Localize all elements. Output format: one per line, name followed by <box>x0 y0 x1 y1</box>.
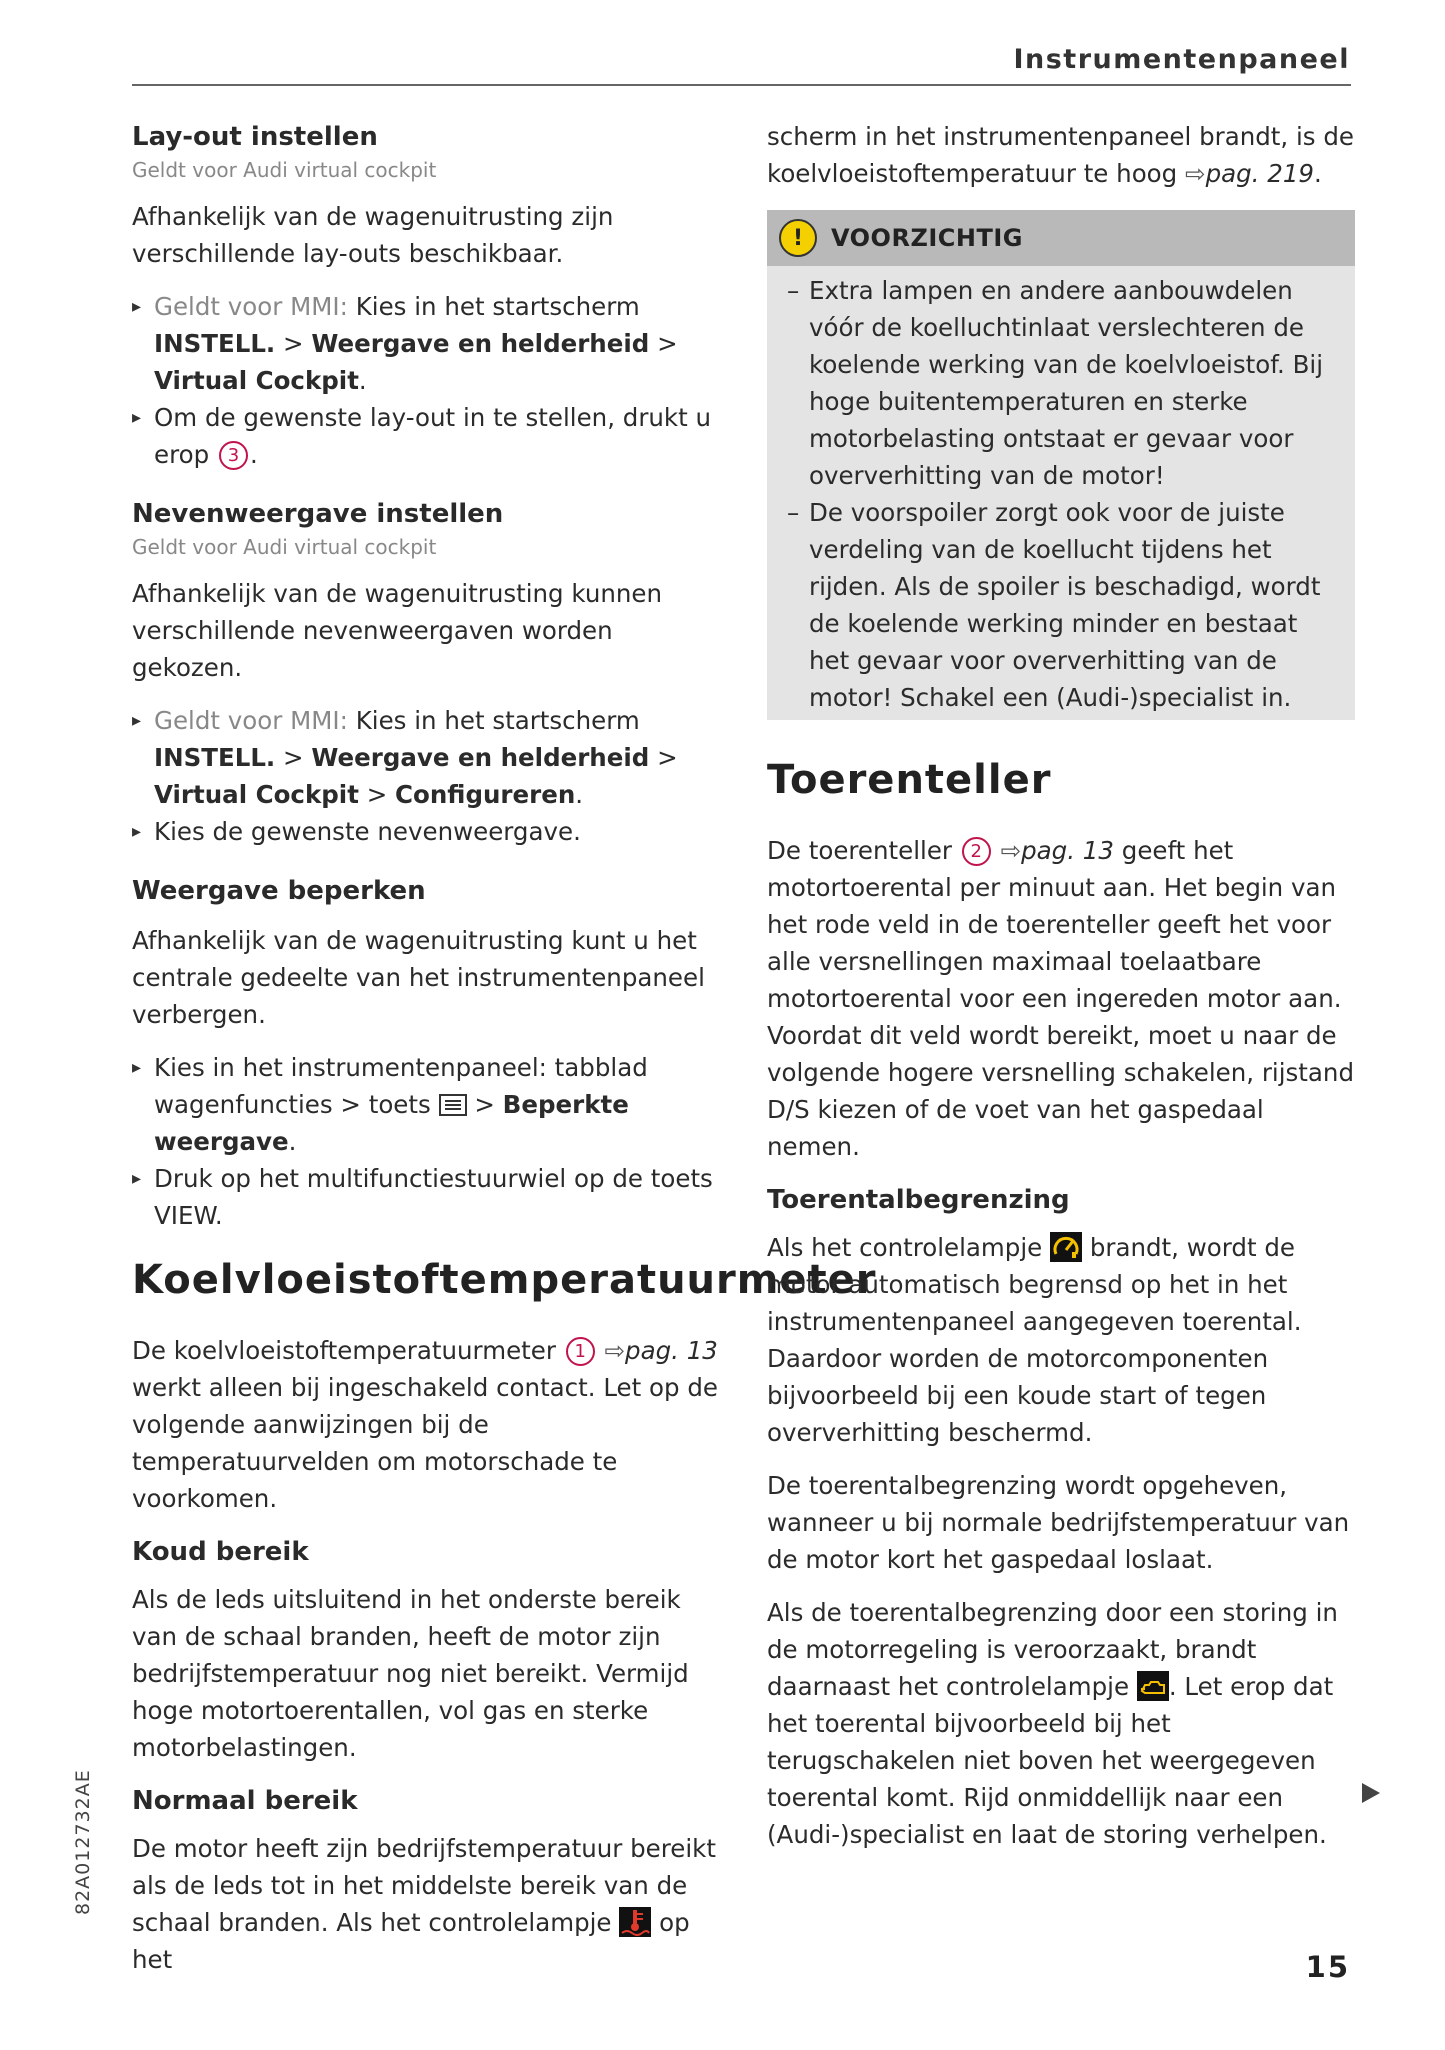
layout-steps <box>132 288 720 473</box>
continuation-end: . <box>1314 159 1322 188</box>
step-text: Kies in het startscherm <box>355 706 640 735</box>
layout-heading: Lay-out instellen <box>132 122 378 152</box>
toerental-begrenzing-heading: Toerentalbegrenzing <box>767 1185 1070 1215</box>
step-end: . <box>288 1127 297 1156</box>
step-text: Om de gewenste lay-out in te stellen, drukt u erop <box>154 403 712 469</box>
begrenzing-p1 <box>767 1229 1355 1451</box>
beperken-step-1 <box>132 1049 720 1160</box>
caution-header <box>767 210 1355 266</box>
step-end: . <box>358 366 367 395</box>
toeren-intro-a: De toerenteller <box>767 836 952 865</box>
koud-text: Als de leds uitsluitend in het onderste bereik van de schaal branden, heeft de motor zijn bedrijfstemperatuur nog niet bereikt. Vermijd hoge motortoerentallen, vol gas en sterke motorbelastingen. <box>132 1585 689 1762</box>
koud-heading: Koud bereik <box>132 1537 309 1567</box>
page-ref[interactable]: pag. 13 <box>1021 836 1114 865</box>
caution-label: VOORZICHTIG <box>831 224 1023 252</box>
toeren-heading: Toerenteller <box>767 757 1052 803</box>
neven-applies: Geldt voor Audi virtual cockpit <box>132 535 437 559</box>
normaal-text <box>132 1830 720 1978</box>
menu-sep: > <box>283 743 304 772</box>
layout-applies: Geldt voor Audi virtual cockpit <box>132 158 437 182</box>
menu-instell: INSTELL. <box>154 329 276 358</box>
neven-heading: Nevenweergave instellen <box>132 499 504 529</box>
step-end: . <box>249 440 258 469</box>
page-ref[interactable]: pag. 13 <box>625 1336 718 1365</box>
menu-weergave: Weergave en helderheid <box>311 743 650 772</box>
menu-virtual-cockpit: Virtual Cockpit <box>154 366 359 395</box>
page-header-title: Instrumentenpaneel <box>1013 44 1350 75</box>
page-ref-arrow: ⇨ <box>1000 836 1022 865</box>
toeren-intro-b: geeft het motortoerental per minuut aan. Het begin van het rode veld in de toerenteller geeft het voor alle versnellingen maximaal toelaatbare motortoerental voor een ingereden motor aan. Voordat dit veld wordt bereikt, moet u naar de volgende hogere versnelling schakelen, rijstand D/S kiezen of de voet van het gaspedaal nemen. <box>767 836 1354 1161</box>
beperken-heading: Weergave beperken <box>132 876 426 906</box>
caution-item-2: – De voorspoiler zorgt ook voor de juiste verdeling van de koellucht tijdens het rijden. Als de spoiler is beschadigd, wordt de koelende werking minder en bestaat het gevaar voor oververhitting van de motor! Schakel een (Audi-)specialist in. <box>787 494 1341 716</box>
page-ref-arrow: ⇨ <box>1185 159 1206 188</box>
document-code: 82A012732AE <box>72 1769 94 1915</box>
step-text: Kies in het startscherm <box>355 292 640 321</box>
mmi-prefix: Geldt voor MMI: <box>154 706 348 735</box>
begrenzing-p1-b: brandt, wordt de motor automatisch begrensd op het in het instrumentenpaneel aangegeven toerental. Daardoor worden de motorcomponenten bijvoorbeeld bij een koude start of tegen oververhitting beschermd. <box>767 1233 1302 1447</box>
menu-sep: > <box>283 329 304 358</box>
page-ref-arrow: ⇨ <box>604 1336 626 1365</box>
caution-item-1: – Extra lampen en andere aanbouwdelen vóór de koelluchtinlaat verslechteren de koelende werking van de koelvloeistof. Bij hoge buitentemperaturen en sterke motorbelasting ontstaat er gevaar voor oververhitting van de motor! <box>787 272 1341 494</box>
neven-step-1 <box>132 702 720 813</box>
menu-sep: > <box>657 743 678 772</box>
continue-arrow-icon <box>1362 1783 1380 1803</box>
menu-sep: > <box>366 780 388 809</box>
layout-intro: Afhankelijk van de wagenuitrusting zijn verschillende lay-outs beschikbaar. <box>132 202 614 268</box>
list-menu-icon <box>439 1094 467 1116</box>
koel-intro-text: De koelvloeistoftemperatuurmeter <box>132 1336 556 1365</box>
coolant-temperature-warning-icon <box>619 1907 651 1937</box>
engine-control-warning-icon <box>1137 1671 1169 1701</box>
step-text: Kies in het instrumentenpaneel: tabblad wagenfuncties > toets <box>154 1053 648 1119</box>
menu-sep: > <box>657 329 678 358</box>
mmi-prefix: Geldt voor MMI: <box>154 292 348 321</box>
continuation-text: scherm in het instrumentenpaneel brandt, is de koelvloeistoftemperatuur te hoog <box>767 122 1354 188</box>
caution-box <box>767 210 1355 720</box>
page-ref[interactable]: pag. 219 <box>1205 159 1315 188</box>
layout-step-1 <box>132 288 720 399</box>
neven-intro: Afhankelijk van de wagenuitrusting kunnen verschillende nevenweergaven worden gekozen. <box>132 579 663 682</box>
begrenzing-p3 <box>767 1594 1355 1853</box>
step-end: . <box>575 780 584 809</box>
normaal-text-b: op het <box>132 1908 690 1974</box>
koel-intro <box>132 1332 720 1517</box>
header-rule <box>132 84 1351 86</box>
toeren-intro <box>767 832 1355 1165</box>
begrenzing-p3-b: . Let erop dat het toerental bijvoorbeeld bij het terugschakelen niet boven het weergegeven toerental komt. Rijd onmiddellijk naar een (Audi-)specialist en laat de storing verhelpen. <box>767 1672 1334 1849</box>
koel-intro-text-2: werkt alleen bij ingeschakeld contact. Let op de volgende aanwijzingen bij de temperatuurvelden om motorschade te voorkomen. <box>132 1373 718 1513</box>
neven-step-2: ▸ Kies de gewenste nevenweergave. <box>132 813 720 850</box>
callout-1: 1 <box>566 1337 595 1366</box>
koel-continuation <box>767 118 1355 192</box>
begrenzing-p2: De toerentalbegrenzing wordt opgeheven, wanneer u bij normale bedrijfstemperatuur van de motor kort het gaspedaal loslaat. <box>767 1471 1350 1574</box>
rpm-limit-indicator-icon <box>1050 1232 1082 1262</box>
callout-2: 2 <box>962 837 991 866</box>
menu-virtual-cockpit: Virtual Cockpit <box>154 780 359 809</box>
beperken-steps <box>132 1049 720 1234</box>
normaal-text-a: De motor heeft zijn bedrijfstemperatuur bereikt als de leds tot in het middelste bereik van de schaal branden. Als het controlelampje <box>132 1834 716 1937</box>
callout-3: 3 <box>219 441 248 470</box>
right-column <box>767 118 1355 1869</box>
page-number: 15 <box>1305 1950 1350 1984</box>
caution-body <box>767 266 1355 720</box>
menu-sep: > <box>474 1090 495 1119</box>
begrenzing-p1-a: Als het controlelampje <box>767 1233 1043 1262</box>
beperken-intro: Afhankelijk van de wagenuitrusting kunt u het centrale gedeelte van het instrumentenpaneel verbergen. <box>132 926 705 1029</box>
beperken-step-2: ▸ Druk op het multifunctiestuurwiel op de toets VIEW. <box>132 1160 720 1234</box>
menu-weergave: Weergave en helderheid <box>311 329 650 358</box>
layout-step-2 <box>132 399 720 473</box>
menu-instell: INSTELL. <box>154 743 276 772</box>
normaal-heading: Normaal bereik <box>132 1786 358 1816</box>
menu-beperkte-weergave: Beperkte weergave <box>154 1090 629 1156</box>
menu-configureren: Configureren <box>395 780 576 809</box>
koel-heading: Koelvloeistoftemperatuurmeter <box>132 1257 877 1303</box>
warning-icon: ! <box>779 219 817 257</box>
begrenzing-p3-a: Als de toerentalbegrenzing door een storing in de motorregeling is veroorzaakt, brandt daarnaast het controlelampje <box>767 1598 1338 1701</box>
neven-steps <box>132 702 720 850</box>
